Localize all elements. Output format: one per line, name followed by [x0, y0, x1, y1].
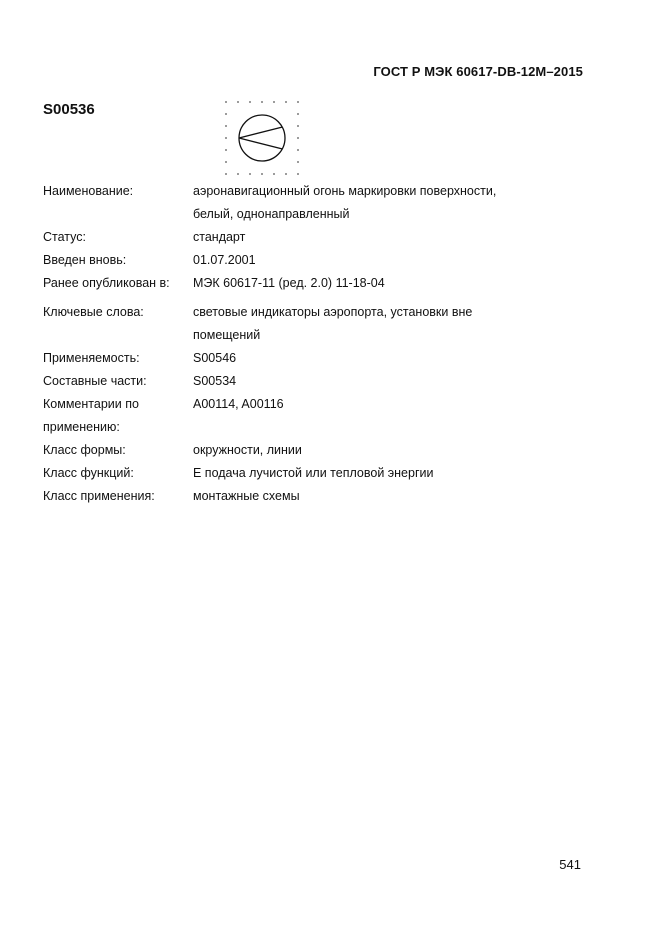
name-value-cont: белый, однонаправленный — [193, 207, 350, 221]
attribute-table — [43, 180, 563, 508]
parts-value: S00534 — [193, 374, 237, 388]
name-label: Наименование: — [43, 184, 134, 198]
row-status — [43, 226, 563, 249]
symbol-code: S00536 — [43, 101, 95, 118]
name-value: аэронавигационный огонь маркировки поверхности, — [193, 184, 497, 198]
row-function-class — [43, 462, 563, 485]
symbol-chevron — [239, 127, 283, 149]
application-class-value: монтажные схемы — [193, 489, 300, 503]
standard-header: ГОСТ Р МЭК 60617-DB-12M–2015 — [373, 64, 583, 79]
row-comments — [43, 393, 563, 416]
row-keywords — [43, 301, 563, 324]
keywords-label: Ключевые слова: — [43, 305, 144, 319]
row-published — [43, 272, 563, 295]
published-value: МЭК 60617-11 (ред. 2.0) 11-18-04 — [193, 276, 385, 290]
row-parts — [43, 370, 563, 393]
introduced-label: Введен вновь: — [43, 253, 127, 267]
comments-value: A00114, A00116 — [193, 397, 284, 411]
symbol-circle — [239, 115, 285, 161]
application-class-label: Класс применения: — [43, 489, 155, 503]
parts-label: Составные части: — [43, 374, 147, 388]
airfield-marking-light-symbol-icon — [220, 96, 304, 178]
page-number: 541 — [559, 857, 581, 872]
shape-class-value: окружности, линии — [193, 443, 302, 457]
applicability-value: S00546 — [193, 351, 237, 365]
comments-label: Комментарии по — [43, 397, 139, 411]
row-keywords-cont — [43, 324, 563, 347]
row-introduced — [43, 249, 563, 272]
applicability-label: Применяемость: — [43, 351, 140, 365]
keywords-value: световые индикаторы аэропорта, установки вне — [193, 305, 473, 319]
comments-label-cont: применению: — [43, 420, 120, 434]
function-class-label: Класс функций: — [43, 466, 134, 480]
row-name — [43, 180, 563, 203]
grid-dots — [225, 101, 299, 175]
row-name-cont — [43, 203, 563, 226]
row-applicability — [43, 347, 563, 370]
keywords-value-cont: помещений — [193, 328, 261, 342]
row-application-class — [43, 485, 563, 508]
status-label: Статус: — [43, 230, 86, 244]
published-label: Ранее опубликован в: — [43, 276, 170, 290]
function-class-value: E подача лучистой или тепловой энергии — [193, 466, 434, 480]
row-shape-class — [43, 439, 563, 462]
row-comments-cont — [43, 416, 563, 439]
introduced-value: 01.07.2001 — [193, 253, 256, 267]
status-value: стандарт — [193, 230, 246, 244]
shape-class-label: Класс формы: — [43, 443, 126, 457]
